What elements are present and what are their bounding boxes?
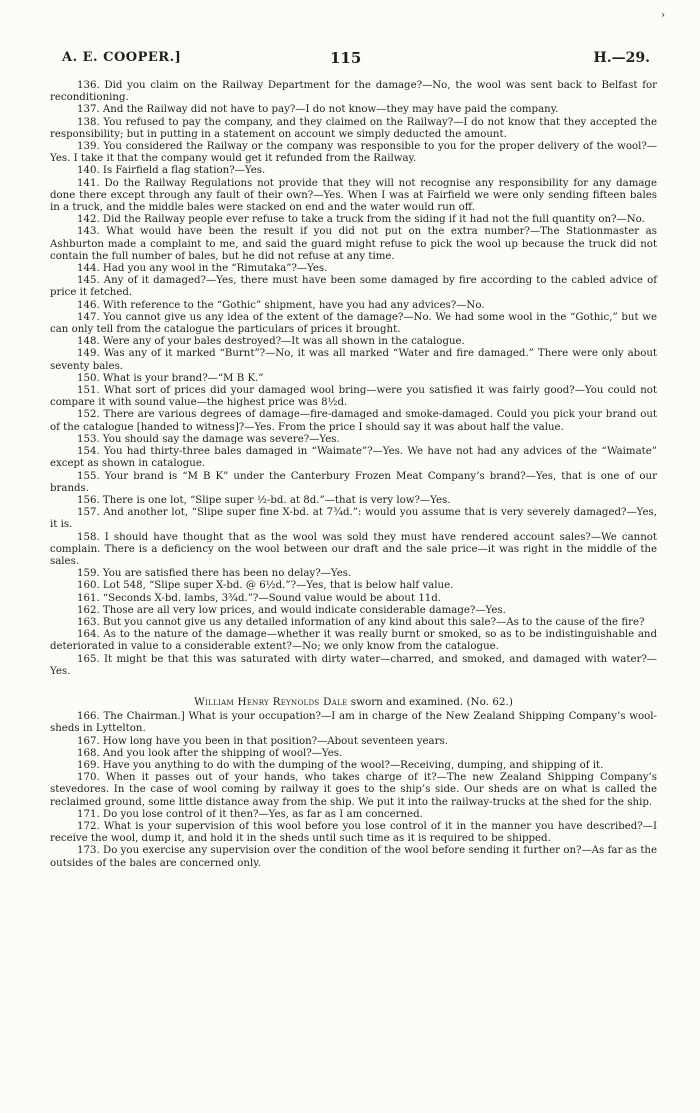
header-witness: A. E. COOPER.] bbox=[62, 50, 182, 65]
testimony-body bbox=[50, 80, 657, 870]
witness-heading bbox=[50, 696, 657, 708]
edge-mark: › bbox=[661, 10, 665, 21]
page-header bbox=[62, 50, 650, 72]
question-paragraph: 148. Were any of your bales destroyed?—It was all shown in the catalogue. bbox=[77, 336, 465, 348]
question-paragraph: 172. What is your supervision of this wool before you lose control of it in the manner you have described?—I receive the wool, dump it, and hold it in the sheds until such time as it is required to be shipped. bbox=[50, 820, 657, 845]
question-paragraph: 139. You considered the Railway or the company was responsible to you for the proper delivery of the wool?—Yes. I take it that the company would get it refunded from the Railway. bbox=[50, 141, 657, 165]
question-paragraph: 147. You cannot give us any idea of the extent of the damage?—No. We had some wool in the “Gothic,” but we can only tell from the catalogue the particulars of prices it brought. bbox=[50, 311, 657, 336]
question-paragraph: 152. There are various degrees of damage—fire-damaged and smoke-damaged. Could you pick your brand out of the catalogue [handed to witness]?—Yes. From the price I should say it was about half the value. bbox=[50, 409, 657, 433]
question-paragraph: 173. Do you exercise any supervision over the condition of the wool before sending it further on?—As far as the outsides of the bales are concerned only. bbox=[50, 845, 657, 869]
question-paragraph: 168. And you look after the shipping of wool?—Yes. bbox=[77, 747, 343, 759]
document-reference: H.—29. bbox=[593, 50, 650, 66]
question-paragraph: 146. With reference to the “Gothic” shipment, have you had any advices?—No. bbox=[77, 299, 485, 311]
question-paragraph: 153. You should say the damage was severe?—Yes. bbox=[77, 433, 340, 445]
testimony-block-2 bbox=[50, 711, 657, 870]
question-paragraph: 171. Do you lose control of it then?—Yes, as far as I am concerned. bbox=[77, 808, 423, 820]
question-paragraph: 169. Have you anything to do with the dumping of the wool?—Receiving, dumping, and shipping of it. bbox=[77, 759, 604, 771]
question-paragraph: 163. But you cannot give us any detailed information of any kind about this sale?—As to the cause of the fire? bbox=[77, 616, 645, 628]
question-paragraph: 149. Was any of it marked “Burnt”?—No, it was all marked “Water and fire damaged.” There were only about seventy bales. bbox=[50, 348, 657, 372]
question-paragraph: 155. Your brand is “M B K” under the Canterbury Frozen Meat Company’s brand?—Yes, that is one of our brands. bbox=[50, 470, 657, 494]
question-paragraph: 143. What would have been the result if you did not put on the extra number?—The Stationmaster as Ashburton made a complaint to me, and said the guard might refuse to pick the wool up because the truck did not contain the full number of bales, but he did not refuse at any time. bbox=[50, 226, 657, 262]
question-paragraph: 157. And another lot, “Slipe super fine X-bd. at 7¾d.”: would you assume that is very severely damaged?—Yes, it is. bbox=[50, 507, 657, 531]
question-paragraph: 142. Did the Railway people ever refuse to take a truck from the siding if it had not the full quantity on?—No. bbox=[77, 214, 645, 226]
question-paragraph: 151. What sort of prices did your damaged wool bring—were you satisfied it was fairly good?—You could not compare it with sound value—the highest price was 8½d. bbox=[50, 385, 657, 409]
witness-name: William Henry Reynolds Dale bbox=[194, 695, 348, 708]
question-paragraph: 150. What is your brand?—“M B K.” bbox=[77, 372, 264, 384]
question-paragraph: 136. Did you claim on the Railway Department for the damage?—No, the wool was sent back to Belfast for reconditioning. bbox=[50, 80, 657, 104]
question-paragraph: 144. Had you any wool in the “Rimutaka”?—Yes. bbox=[77, 263, 328, 275]
question-paragraph: 160. Lot 548, “Slipe super X-bd. @ 6½d.”?—Yes, that is below half value. bbox=[77, 580, 454, 592]
question-paragraph: 167. How long have you been in that position?—About seventeen years. bbox=[77, 735, 448, 747]
question-paragraph: 137. And the Railway did not have to pay?—I do not know—they may have paid the company. bbox=[77, 104, 559, 116]
question-paragraph: 164. As to the nature of the damage—whether it was really burnt or smoked, so as to be indistinguishable and deteriorated in value to a considerable extent?—No; we only know from the catalogue. bbox=[50, 629, 657, 653]
testimony-block-1 bbox=[50, 80, 657, 678]
question-paragraph: 170. When it passes out of your hands, who takes charge of it?—The new Zealand Shipping Company’s stevedores. In the case of wool coming by railway it goes to the ship’s side. Our sheds are on what is called the reclaimed ground, some little distance away from the ship. We put it into the railway-trucks at the shed for the ship. bbox=[50, 772, 657, 808]
question-paragraph: 166. The Chairman.] What is your occupation?—I am in charge of the New Zealand Shipping Company’s wool-sheds in Lyttelton. bbox=[50, 711, 657, 735]
question-paragraph: 138. You refused to pay the company, and they claimed on the Railway?—I do not know that they accepted the responsibility; but in putting in a statement on account we simply deducted the amount. bbox=[50, 116, 657, 140]
question-paragraph: 158. I should have thought that as the wool was sold they must have rendered account sales?—We cannot complain. There is a deficiency on the wool between our draft and the sale price—it was right in the middle of the sales. bbox=[50, 531, 657, 567]
question-paragraph: 161. “Seconds X-bd. lambs, 3¾d.”?—Sound value would be about 11d. bbox=[77, 592, 442, 604]
question-paragraph: 165. It might be that this was saturated with dirty water—charred, and smoked, and damaged with water?—Yes. bbox=[50, 653, 657, 677]
question-paragraph: 162. Those are all very low prices, and would indicate considerable damage?—Yes. bbox=[77, 604, 506, 616]
question-paragraph: 156. There is one lot, “Slipe super ½-bd. at 8d.”—that is very low?—Yes. bbox=[77, 494, 451, 506]
witness-suffix: sworn and examined. (No. 62.) bbox=[350, 695, 513, 708]
question-paragraph: 145. Any of it damaged?—Yes, there must have been some damaged by fire according to the cabled advice of price it fetched. bbox=[50, 275, 657, 299]
question-paragraph: 154. You had thirty-three bales damaged in “Waimate”?—Yes. We have not had any advices of the “Waimate” except as shown in catalogue. bbox=[50, 446, 657, 470]
question-paragraph: 140. Is Fairfield a flag station?—Yes. bbox=[77, 165, 266, 177]
question-paragraph: 159. You are satisfied there has been no delay?—Yes. bbox=[77, 568, 352, 580]
page-number: 115 bbox=[330, 49, 362, 67]
question-paragraph: 141. Do the Railway Regulations not provide that they will not recognise any responsibility for any damage done there except through any fault of their own?—Yes. When I was at Fairfield we were only sending fifteen bales in a truck, and the middle bales were stacked on end and the water would run off. bbox=[50, 177, 657, 214]
